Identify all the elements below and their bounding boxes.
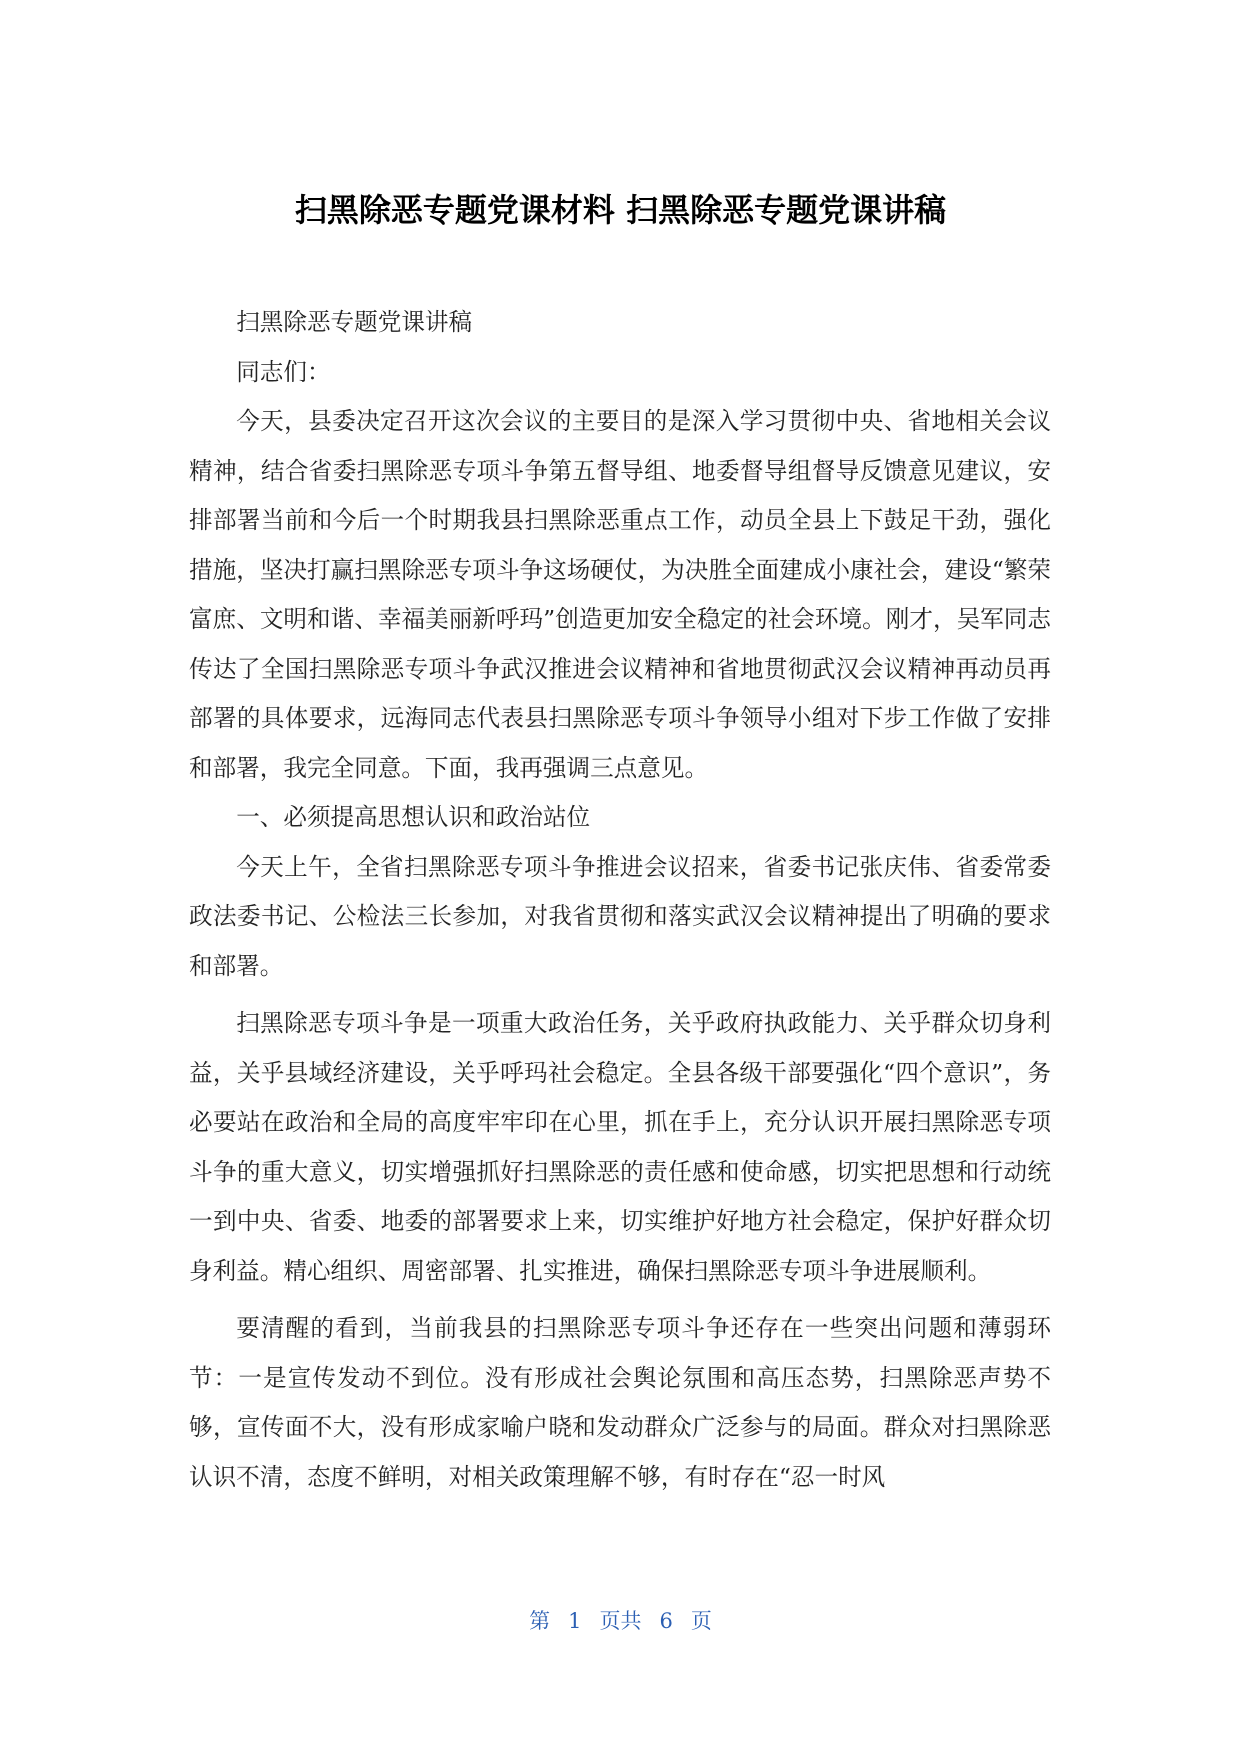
section-heading-1: 一、必须提高思想认识和政治站位	[236, 803, 591, 831]
paragraph-subtitle: 扫黑除恶专题党课讲稿	[236, 308, 473, 336]
paragraph-political-task: 扫黑除恶专项斗争是一项重大政治任务，关乎政府执政能力、关乎群众切身利益，关乎县域经济建设，关乎呼玛社会稳定。全县各级干部要强化“四个意识”，务必要站在政治和全局的高度牢牢印在心里，抓在手上，充分认识开展扫黑除恶专项斗争的重大意义，切实增强抓好扫黑除恶的责任感和使命感，切实把思想和行动统一到中央、省委、地委的部署要求上来，切实维护好地方社会稳定，保护好群众切身利益。精心组织、周密部署、扎实推进，确保扫黑除恶专项斗争进展顺利。	[189, 1009, 1051, 1285]
paragraph-morning-meeting: 今天上午，全省扫黑除恶专项斗争推进会议招来，省委书记张庆伟、省委常委政法委书记、公检法三长参加，对我省贯彻和落实武汉会议精神提出了明确的要求和部署。	[189, 852, 1051, 980]
footer-page-word: 第	[529, 1609, 551, 1633]
document-body	[189, 298, 1051, 1502]
footer-total-pages: 6	[659, 1609, 673, 1633]
footer-page-number: 1	[568, 1609, 582, 1633]
paragraph-salutation: 同志们：	[236, 357, 331, 386]
page-footer	[0, 1606, 1241, 1636]
document-title: 扫黑除恶专题党课材料 扫黑除恶专题党课讲稿	[294, 191, 947, 229]
paragraph-intro: 今天，县委决定召开这次会议的主要目的是深入学习贯彻中央、省地相关会议精神，结合省委扫黑除恶专项斗争第五督导组、地委督导组督导反馈意见建议，安排部署当前和今后一个时期我县扫黑除恶重点工作，动员全县上下鼓足干劲，强化措施，坚决打赢扫黑除恶专项斗争这场硬仗，为决胜全面建成小康社会，建设“繁荣富庶、文明和谐、幸福美丽新呼玛”创造更加安全稳定的社会环境。刚才，吴军同志传达了全国扫黑除恶专项斗争武汉推进会议精神和省地贯彻武汉会议精神再动员再部署的具体要求，远海同志代表县扫黑除恶专项斗争领导小组对下步工作做了安排和部署，我完全同意。下面，我再强调三点意见。	[189, 407, 1051, 782]
footer-total-suffix: 页	[690, 1609, 712, 1633]
footer-page-suffix: 页共	[599, 1609, 642, 1633]
paragraph-problems: 要清醒的看到，当前我县的扫黑除恶专项斗争还存在一些突出问题和薄弱环节：一是宣传发动不到位。没有形成社会舆论氛围和高压态势，扫黑除恶声势不够，宣传面不大，没有形成家喻户晓和发动群众广泛参与的局面。群众对扫黑除恶认识不清，态度不鲜明，对相关政策理解不够，有时存在“忍一时风	[189, 1314, 1051, 1491]
